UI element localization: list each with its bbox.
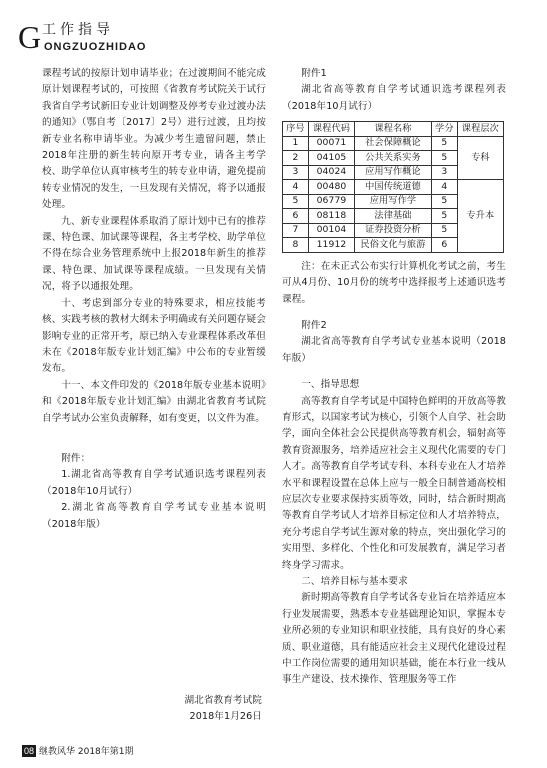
body-paragraph: 十、考虑到部分专业的特殊要求，相应技能考核、实践考核的教材大纲未予明确或有关问题存疑会影响专业的正常开考，原已纳入专业课程体系改革但未在《2018年版专业计划汇编》中公布的专业暂缓发布。	[42, 297, 266, 375]
attachments-label: 附件：	[61, 452, 91, 464]
table-cell: 中国传统道德	[355, 180, 432, 195]
table-cell: 5	[431, 223, 457, 238]
left-column	[42, 66, 266, 726]
table-cell: 06779	[308, 194, 354, 209]
table-row	[283, 136, 504, 151]
table-cell: 4	[283, 180, 309, 195]
attachment-title: 湖北省高等教育自学考试专业基本说明（2018年版）	[282, 336, 506, 364]
table-cell: 04024	[308, 165, 354, 180]
table-cell: 7	[283, 223, 309, 238]
table-cell: 3	[283, 165, 309, 180]
section-subtitle: ONGZUOZHIDAO	[44, 41, 147, 53]
body-paragraph: 九、新专业课程体系取消了原计划中已有的推荐课、特色课、加试课等课程，各主考学校、助学单位不得在综合业务管理系统中上报2018年新生的推荐课、特色课、加试课等课程成绩。一旦发现有关情况，将予以通报处理。	[42, 215, 266, 293]
table-cell: 应用写作概论	[355, 165, 432, 180]
page-footer	[22, 744, 134, 757]
table-cell: 2	[283, 151, 309, 166]
table-cell: 社会保障概论	[355, 136, 432, 151]
section-title: 工作指导	[42, 22, 114, 38]
table-cell: 11912	[308, 238, 354, 253]
course-level-cell: 专科	[457, 136, 503, 180]
table-cell: 公共关系实务	[355, 151, 432, 166]
column-header: 课程层次	[457, 122, 503, 137]
table-cell: 5	[431, 209, 457, 224]
body-paragraph: 课程考试的按原计划申请毕业；在过渡期间不能完成原计划课程考试的，可按照《省教育考试院关于试行我省自学考试新旧专业计划调整及停考专业过渡办法的通知》（鄂自考〔2017〕2号）进行过渡，且均按新专业名称申请毕业。为减少考生遗留问题，禁止2018年注册的新生转向原开考专业，请各主考学校、助学单位认真审核考生的转专业申请，避免提前转专业情况的发生，一旦发现有关情况，将予以通报处理。	[42, 68, 266, 211]
table-cell: 6	[283, 209, 309, 224]
body-paragraph: 高等教育自学考试是中国特色鲜明的开放高等教育形式，以国家考试为核心，引领个人自学、社会助学，面向全体社会公民提供高等教育机会，辐射高等教育资源服务，培养适应社会主义现代化需要的专门人才。高等教育自学考试专科、本科专业在人才培养水平和课程设置在总体上应与一般全日制普通高校相应层次专业要求保持实质等效，同时，结合新时期高等教育自学考试人才培养目标定位和人才培养特点，充分考虑自学考试生源对象的特点，突出强化学习的实用型、多样化、个性化和可发展教育，满足学习者终身学习需求。	[282, 395, 506, 571]
table-cell: 法律基础	[355, 209, 432, 224]
table-cell: 08118	[308, 209, 354, 224]
table-cell: 4	[431, 180, 457, 195]
attachment-label: 附件1	[301, 68, 327, 79]
table-cell: 5	[431, 194, 457, 209]
table-cell: 00104	[308, 223, 354, 238]
section-heading: 一、指导思想	[301, 379, 360, 391]
course-table	[282, 121, 504, 253]
section-header	[18, 18, 318, 58]
table-cell: 00480	[308, 180, 354, 195]
column-header: 序号	[283, 122, 309, 137]
table-header-row	[283, 122, 504, 137]
table-cell: 04105	[308, 151, 354, 166]
page-number: 08	[24, 745, 35, 756]
table-cell: 3	[431, 165, 457, 180]
right-column	[282, 66, 506, 689]
table-cell: 5	[283, 194, 309, 209]
table-cell: 5	[431, 151, 457, 166]
signer: 湖北省教育考试院	[184, 694, 262, 706]
table-cell: 1	[283, 136, 309, 151]
column-header: 课程名称	[355, 122, 432, 137]
column-header: 课程代码	[308, 122, 354, 137]
attachment-label: 附件2	[301, 319, 327, 331]
header-logo-letter: G	[18, 19, 42, 55]
table-note: 注：在未正式公布实行计算机化考试之前，考生可从4月份、10月份的统考中选择报考上述通识选考课程。	[282, 260, 506, 305]
table-cell: 8	[283, 238, 309, 253]
table-cell: 证券投资分析	[355, 223, 432, 238]
document-date: 2018年1月26日	[189, 711, 262, 723]
table-cell: 00071	[308, 136, 354, 151]
table-cell: 民俗文化与旅游	[355, 238, 432, 253]
column-header: 学分	[431, 122, 457, 137]
body-paragraph: 新时期高等教育自学考试各专业旨在培养适应本行业发展需要，熟悉本专业基础理论知识，掌握本专业所必须的专业知识和职业技能，具有良好的身心素质、职业道德，具有能适应社会主义现代化建设过程中工作岗位需要的通用知识基础，能在本行业一线从事生产建设、技术操作、管理服务等工作	[282, 592, 506, 686]
table-cell: 6	[431, 238, 457, 253]
publication-issue: 继教风华 2018年第1期	[39, 747, 134, 757]
course-level-cell: 专升本	[457, 180, 503, 253]
attachment-title: 湖北省高等教育自学考试通识选考课程列表（2018年10月试行）	[282, 84, 506, 112]
section-heading: 二、培养目标与基本要求	[301, 576, 408, 588]
table-cell: 5	[431, 136, 457, 151]
attachment-item: 2.湖北省高等教育自学考试专业基本说明（2018年版）	[42, 502, 266, 530]
body-paragraph: 十一、本文件印发的《2018年版专业基本说明》和《2018年版专业计划汇编》由湖北省教育考试院自学考试办公室负责解释，如有变更，以文件为准。	[42, 379, 266, 424]
attachment-item: 1.湖北省高等教育自学考试通识选考课程列表（2018年10月试行）	[42, 469, 266, 497]
table-row	[283, 180, 504, 195]
table-cell: 应用写作学	[355, 194, 432, 209]
